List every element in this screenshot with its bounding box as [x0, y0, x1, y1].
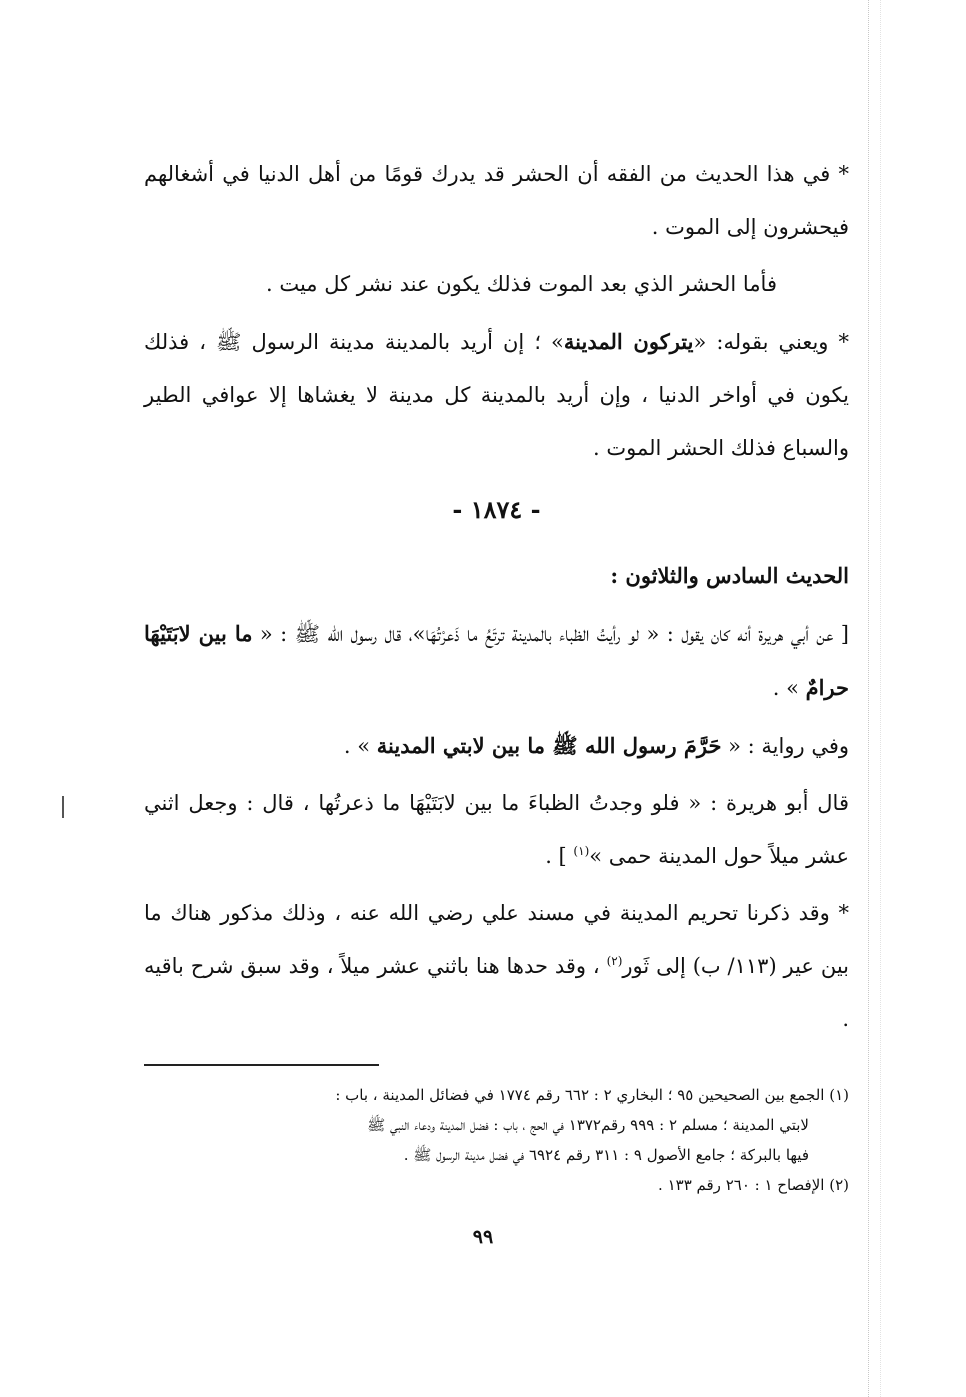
hadith-text-abu-hurayra	[144, 777, 849, 883]
footnote-1-line-3: فيها بالبركة ؛ جامع الأصول ٩ : ٣١١ رقم ٦٩٢٤ في فضل مدينة الرسول ﷺ .	[403, 1146, 809, 1164]
margin-mark	[62, 796, 64, 818]
page-number: ٩٩	[472, 1226, 494, 1248]
hadith-text: [ عن أبي هريرة أنه كان يقول : « لو رأيتُ الظباء بالمدينة ترتَعُ ما ذَعرْتُهَا»، قال رسول الله ﷺ : «	[252, 622, 849, 646]
hadith-text-main	[144, 607, 849, 715]
paragraph-tahrim-madina	[144, 887, 849, 1046]
hadith-bold-phrase: حَرَّمَ رسول الله ﷺ ما بين لابتي المدينة	[376, 733, 722, 758]
hadith-text: وفي رواية : «	[721, 734, 849, 758]
paragraph-hashr-after-death: فأما الحشر الذي بعد الموت فذلك يكون عند نشر كل ميت .	[265, 272, 777, 296]
hadith-text-riwaya	[144, 719, 849, 773]
section-heading: الحديث السادس والثلاثون :	[610, 563, 849, 588]
footnote-1-line-1: (١) الجمع بين الصحيحين ٩٥ ؛ البخاري ٢ : ٦٦٢ رقم ١٧٧٤ في فضائل المدينة ، باب :	[335, 1086, 849, 1104]
hadith-bold-phrase: ما بين لابَتَيْهَا حرامٌ	[144, 621, 849, 700]
hadith-number: - ١٨٧٤ -	[452, 495, 541, 524]
hadith-text: » .	[343, 734, 377, 758]
paragraph-text: * ويعني بقوله: «	[693, 330, 850, 354]
scan-edge-line	[868, 0, 869, 1397]
footnote-separator	[144, 1064, 379, 1066]
paragraph-yatrukun-madina	[144, 315, 849, 475]
hadith-text: قال أبو هريرة : « فلو وجدتُ الظباءَ ما بين لابَتَيْهَا ما ذعرتُها ، قال : وجعل اثني عشر ميلاً حول المدينة حمى »	[144, 791, 849, 868]
page-content	[144, 148, 849, 1200]
footnotes	[144, 1080, 849, 1200]
paragraph-text: ، وقد حدها هنا باثني عشر ميلاً ، وقد سبق شرح باقيه .	[144, 954, 849, 1031]
scan-edge-line-secondary	[880, 0, 881, 1397]
hadith-text: » .	[772, 676, 806, 700]
footnote-1-line-2: لابتي المدينة ؛ مسلم ٢ : ٩٩٩ رقم١٣٧٢ في الحج ، باب : فضل المدينة ودعاء النبي ﷺ	[367, 1116, 809, 1134]
footnote-ref[interactable]: (١)	[573, 844, 590, 858]
bold-phrase: يتركون المدينة	[563, 329, 694, 354]
paragraph-text: » ؛ إن أريد بالمدينة مدينة الرسول ﷺ ، فذلك يكون في أواخر الدنيا ، وإن أريد بالمدينة كل مدينة لا يغشاها إلا عوافي الطير والسباع فذلك الحشر الموت .	[144, 330, 849, 460]
footnote-ref[interactable]: (٢)	[606, 954, 623, 968]
paragraph-hashr-fiqh: * في هذا الحديث من الفقه أن الحشر قد يدرك قومًا من أهل الدنيا في أشغالهم فيحشرون إلى الموت .	[144, 162, 849, 239]
hadith-text: ] .	[545, 844, 574, 868]
paragraph-text: * وقد ذكرنا تحريم المدينة في مسند علي رضي الله عنه ، وذلك مذكور هناك ما بين عير (١١٣/ ب) إلى ثَور	[144, 901, 849, 978]
footnote-2: (٢) الإفصاح ١ : ٢٦٠ رقم ١٣٣ .	[658, 1176, 849, 1194]
